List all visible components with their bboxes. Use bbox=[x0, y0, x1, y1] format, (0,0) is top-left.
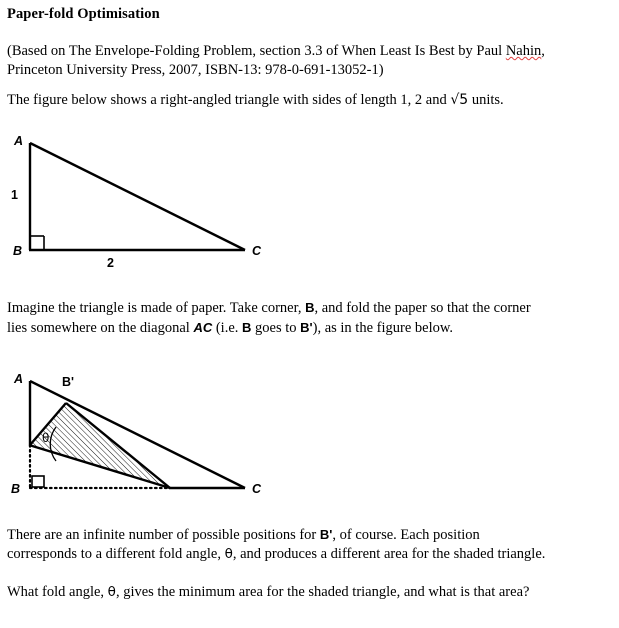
bprime-reference: B' bbox=[319, 527, 333, 542]
infinite-line-2 bbox=[7, 546, 545, 562]
question-paragraph bbox=[7, 583, 529, 602]
infinite-text-2a: corresponds to a different fold angle, bbox=[7, 546, 225, 562]
question-text-a: What fold angle, bbox=[7, 584, 108, 600]
sqrt-five: √5 bbox=[450, 92, 469, 108]
vertex-label-a: A bbox=[14, 372, 24, 386]
infinite-line-1 bbox=[7, 527, 480, 543]
attribution-paragraph bbox=[7, 42, 545, 80]
fold-text-2c: (i.e. bbox=[212, 320, 243, 336]
corner-b-reference: B bbox=[305, 300, 315, 315]
infinite-positions-paragraph bbox=[7, 525, 545, 564]
fold-text-2a: lies somewhere on the diagonal bbox=[7, 320, 194, 336]
vertex-label-b: B bbox=[11, 482, 21, 496]
side-length-label-2: 2 bbox=[107, 256, 114, 270]
fold-text-2e: goes to bbox=[251, 320, 301, 336]
attribution-text-after-author: , bbox=[541, 43, 545, 59]
attribution-text-before-author: (Based on The Envelope-Folding Problem, section 3.3 of When Least Is Best by Paul bbox=[7, 43, 506, 59]
figure-folded-triangle bbox=[0, 365, 300, 515]
figure2-svg bbox=[0, 365, 300, 515]
page-title: Paper-fold Optimisation bbox=[7, 6, 160, 22]
fold-text-2g: ), as in the figure below. bbox=[312, 320, 454, 336]
theta-symbol-question: θ bbox=[107, 584, 116, 600]
fold-line-2 bbox=[7, 320, 453, 336]
figure-right-angled-triangle bbox=[0, 128, 300, 278]
intro-paragraph bbox=[7, 91, 504, 110]
side-ac-hypotenuse bbox=[30, 143, 245, 250]
attribution-line-1 bbox=[7, 43, 545, 59]
corner-bprime-reference: B' bbox=[300, 320, 313, 335]
right-angle-marker bbox=[32, 476, 44, 487]
figure1-svg bbox=[0, 128, 300, 278]
fold-text-1a: Imagine the triangle is made of paper. Take corner, bbox=[7, 300, 306, 316]
fold-line-1 bbox=[7, 300, 531, 316]
corner-b-reference-2: B bbox=[242, 320, 252, 335]
vertex-label-bprime: B' bbox=[62, 375, 74, 389]
side-length-label-1: 1 bbox=[11, 188, 18, 202]
fold-text-1c: , and fold the paper so that the corner bbox=[314, 300, 531, 316]
infinite-text-2b: , and produces a different area for the shaded triangle. bbox=[232, 546, 546, 562]
fold-paragraph bbox=[7, 298, 531, 338]
diagonal-ac-reference: AC bbox=[193, 320, 213, 335]
author-name-misspelled: Nahin bbox=[505, 43, 542, 59]
infinite-text-1a: There are an infinite number of possible positions for bbox=[7, 527, 320, 543]
theta-angle-label: θ bbox=[42, 431, 50, 445]
vertex-label-c: C bbox=[252, 482, 262, 496]
infinite-text-1c: , of course. Each position bbox=[332, 527, 480, 543]
attribution-line-2: Princeton University Press, 2007, ISBN-13: 978-0-691-13052-1) bbox=[7, 62, 384, 78]
intro-text-part-1: The figure below shows a right-angled triangle with sides of length 1, 2 and bbox=[7, 92, 451, 108]
intro-text-part-2: units. bbox=[468, 92, 504, 108]
vertex-label-b: B bbox=[13, 244, 23, 258]
theta-symbol: θ bbox=[224, 546, 233, 562]
vertex-label-a: A bbox=[14, 134, 24, 148]
vertex-label-c: C bbox=[252, 244, 262, 258]
question-text-b: , gives the minimum area for the shaded triangle, and what is that area? bbox=[115, 584, 530, 600]
